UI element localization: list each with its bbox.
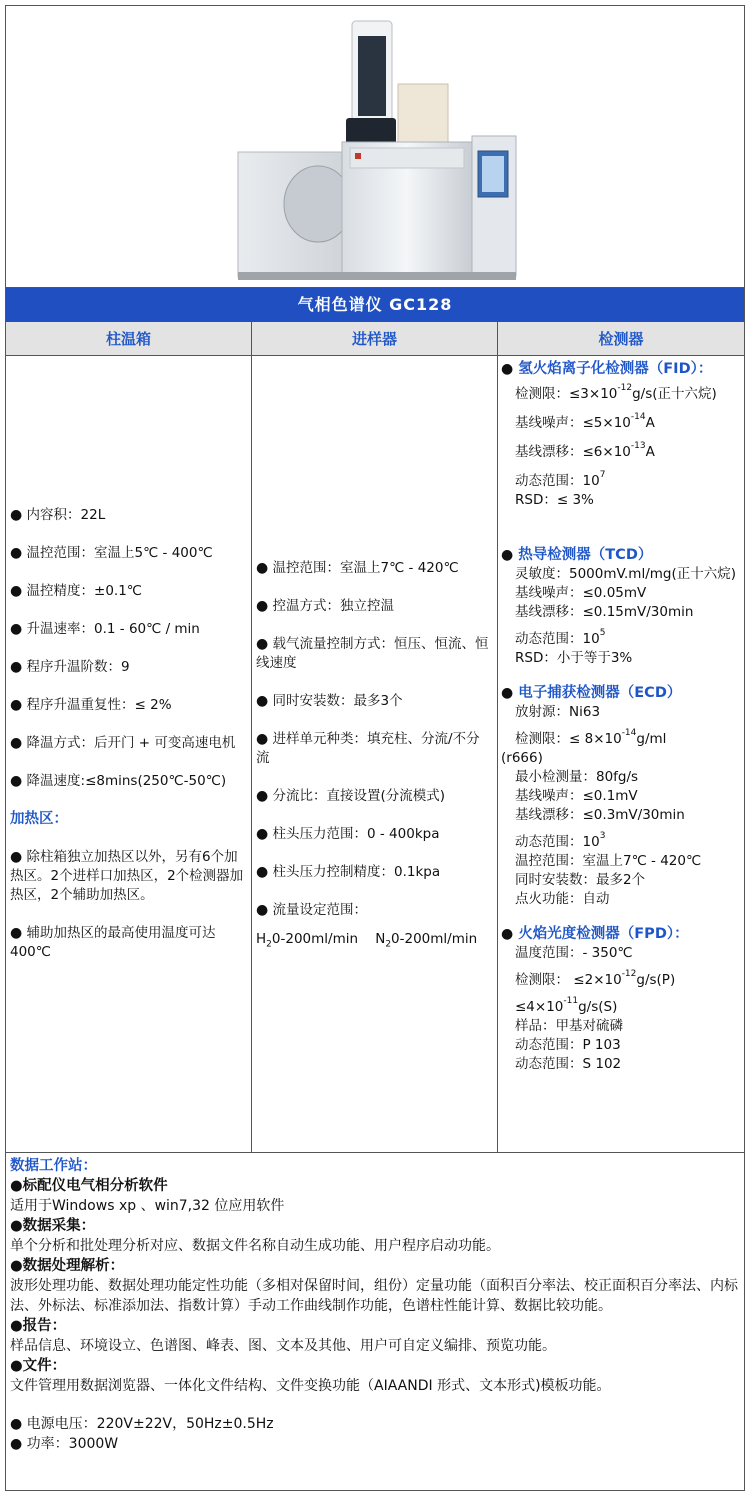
- ecd-lod: 检测限：≤ $8\times 10^{-14}g/ml$: [515, 728, 667, 747]
- tcd-sensitivity: 灵敏度：5000mV.ml/mg(正十六烷): [515, 566, 736, 582]
- injector-spec: 控温方式：独立控温: [272, 598, 395, 614]
- fpd-range-s: 动态范围：S 102: [515, 1056, 622, 1072]
- watt-spec: 功率：3000W: [26, 1436, 119, 1452]
- fid-title: 氢火焰离子化检测器（FID）：: [518, 361, 713, 377]
- fpd-range-p: 动态范围：P 103: [515, 1037, 621, 1053]
- injector-spec: 流量设定范围：: [272, 902, 368, 918]
- fpd-sample: 样品：甲基对硫磷: [515, 1018, 623, 1034]
- injector-spec: 分流比：直接设置(分流模式): [272, 788, 446, 804]
- column-header-injector: 进样器: [252, 322, 497, 356]
- collect-heading: ●数据采集：: [10, 1218, 96, 1234]
- ecd-temp: 温控范围：室温上7℃ - 420℃: [515, 853, 702, 869]
- file-heading: ●文件：: [10, 1358, 67, 1374]
- tcd-title: 热导检测器（TCD）: [518, 547, 653, 563]
- row-divider: [6, 1152, 744, 1153]
- workstation-title: 数据工作站：: [10, 1158, 97, 1174]
- injector-spec: 同时安装数：最多3个: [272, 693, 403, 709]
- fpd-lod-s: $\le 4\times 10^{-11}g/s(S)$: [515, 996, 618, 1015]
- ecd-noise: 基线噪声：≤0.1mV: [515, 788, 638, 804]
- fpd-temp: 温度范围：- 350℃: [515, 945, 633, 961]
- injector-spec: 进样单元种类：填充柱、分流/不分流: [256, 731, 480, 766]
- software-text: 适用于Windows xp 、win7,32 位应用软件: [10, 1198, 285, 1214]
- injector-spec: 载气流量控制方式：恒压、恒流、恒线速度: [256, 636, 489, 671]
- oven-spec: 降温方式：后开门 + 可变高速电机: [26, 735, 236, 751]
- spec-sheet: [5, 5, 745, 1491]
- oven-spec: 程序升温阶数：9: [26, 659, 130, 675]
- oven-spec: 程序升温重复性：≤ 2%: [26, 697, 172, 713]
- heating-zone-title: 加热区：: [10, 811, 68, 827]
- workstation-section: 数据工作站： ●标配仪电气相分析软件 适用于Windows xp 、win7,32 位应用软件 ●数据采集： 单个分析和批处理分析对应、数据文件名称自动生成功能、用户程序启动功能。 ●数据处理解析： 波形处理功能、数据处理功能定性功能（多相对保留时间，组份）定量功能（面积百分率法、校正面积百分率法、内标法、外标法、标准添加法、指数计算）手动工作曲线制作功能，色谱柱性能计算、数据比较功能。 ●报告： 样品信息、环境设立、色谱图、峰表、图、文本及其他、用户可自定义编排、预览功能。 ●文件： 文件管理用数据浏览器、一体化文件结构、文件变换功能（AIAANDI 形式、文本形式)模板功能。 ● 电源电压：220V±22V，50Hz±0.5Hz ● 功率：3000W: [10, 1158, 738, 1452]
- gc-instrument-image: [6, 6, 744, 288]
- heating-spec: 辅助加热区的最高使用温度可达400℃: [10, 925, 216, 960]
- ecd-title: 电子捕获检测器（ECD）: [518, 685, 682, 701]
- ecd-count: 同时安装数：最多2个: [515, 872, 646, 888]
- fid-lod: 检测限：$\le 3\times 10^{-12}g/s$(正十六烷): [515, 383, 717, 402]
- column-header-detector: 检测器: [498, 322, 744, 356]
- process-text: 波形处理功能、数据处理功能定性功能（多相对保留时间，组份）定量功能（面积百分率法、校正面积百分率法、内标法、外标法、标准添加法、指数计算）手动工作曲线制作功能，色谱柱性能计算、数据比较功能。: [10, 1278, 738, 1314]
- column-divider: [497, 322, 498, 1152]
- report-heading: ●报告：: [10, 1318, 67, 1334]
- column-header-oven: 柱温箱: [6, 322, 251, 356]
- fid-noise: 基线噪声：$\le 5\times 10^{-14}A$: [515, 412, 655, 431]
- oven-spec: 温控范围：室温上5℃ - 400℃: [26, 545, 213, 561]
- software-heading: ●标配仪电气相分析软件: [10, 1178, 168, 1194]
- process-heading: ●数据处理解析：: [10, 1258, 125, 1274]
- report-text: 样品信息、环境设立、色谱图、峰表、图、文本及其他、用户可自定义编排、预览功能。: [10, 1338, 556, 1354]
- fid-range: 动态范围：$10^7$: [515, 470, 606, 489]
- fid-rsd: RSD：≤ 3%: [515, 492, 594, 508]
- injector-spec: 柱头压力范围：0 - 400kpa: [272, 826, 440, 842]
- ecd-min: 最小检测量：80fg/s: [515, 769, 639, 785]
- tcd-rsd: RSD：小于等于3%: [515, 650, 633, 666]
- ecd-lod-sample: (r666): [501, 750, 543, 766]
- detector-specs: ● 氢火焰离子化检测器（FID）： 检测限：$\le 3\times 10^{-12}g/s$(正十六烷) 基线噪声：$\le 5\times 10^{-14}A$ 基线漂移：$\le 6\times 10^{-13}A$ 动态范围：$10^7$ RSD：≤ 3% ● 热导检测器（TCD） 灵敏度：5000mV.ml/mg(正十六烷) 基线噪声：≤0.05mV 基线漂移：≤0.15mV/30min 动态范围：$10^5$ RSD：小于等于3% ● 电子捕获检测器（ECD） 放射源：Ni63 检测限：≤ $8\times 10^{-14}g/ml$ (r666) 最小检测量：80fg/s 基线噪声：≤0.1mV 基线漂移：≤0.3mV/30min 动态范围：$10^3$ 温控范围：室温上7℃ - 420℃ 同时安装数：最多2个 点火功能：自动 ● 火焰光度检测器（FPD）： 温度范围：- 350℃ 检测限： $\le 2\times 10^{-12}g/s(P)$ $\le 4\times 10^{-11}g/s(S)$ 样品：甲基对硫磷 动态范围：P 103 动态范围：S 102: [501, 360, 741, 1074]
- tcd-noise: 基线噪声：≤0.05mV: [515, 585, 647, 601]
- oven-spec: 内容积：22L: [26, 507, 106, 523]
- tcd-drift: 基线漂移：≤0.15mV/30min: [515, 604, 694, 620]
- flow-range-values: $H_20-200ml/\min$ $N_20-200ml/\min$: [256, 931, 478, 950]
- ecd-source: 放射源：Ni63: [515, 704, 601, 720]
- fpd-title: 火焰光度检测器（FPD）：: [518, 926, 689, 942]
- oven-spec: 降温速度:≤8mins(250℃-50℃): [26, 773, 227, 789]
- product-photo: [6, 6, 744, 288]
- ecd-drift: 基线漂移：≤0.3mV/30min: [515, 807, 685, 823]
- file-text: 文件管理用数据浏览器、一体化文件结构、文件变换功能（AIAANDI 形式、文本形式)模板功能。: [10, 1378, 611, 1394]
- injector-spec: 温控范围：室温上7℃ - 420℃: [272, 560, 459, 576]
- injector-spec: 柱头压力控制精度：0.1kpa: [272, 864, 441, 880]
- oven-spec: 温控精度：±0.1℃: [26, 583, 142, 599]
- power-spec: 电源电压：220V±22V，50Hz±0.5Hz: [26, 1416, 274, 1432]
- heating-spec: 除柱箱独立加热区以外，另有6个加热区。2个进样口加热区，2个检测器加热区，2个辅助加热区。: [10, 849, 244, 903]
- oven-specs: ● 内容积：22L ● 温控范围：室温上5℃ - 400℃ ● 温控精度：±0.1℃ ● 升温速率：0.1 - 60℃ / min ● 程序升温阶数：9 ● 程序升温重复性：≤ 2% ● 降温方式：后开门 + 可变高速电机 ● 降温速度:≤8mins(250℃-50℃) 加热区： ● 除柱箱独立加热区以外，另有6个加热区。2个进样口加热区，2个检测器加热区，2个辅助加热区。 ● 辅助加热区的最高使用温度可达400℃: [10, 506, 246, 962]
- product-title: 气相色谱仪 GC128: [6, 288, 744, 322]
- ecd-range: 动态范围：$10^3$: [515, 831, 606, 850]
- fpd-lod: 检测限： $\le 2\times 10^{-12}g/s(P)$: [515, 969, 676, 988]
- ecd-ignite: 点火功能：自动: [515, 891, 610, 907]
- injector-specs: ● 温控范围：室温上7℃ - 420℃ ● 控温方式：独立控温 ● 载气流量控制方式：恒压、恒流、恒线速度 ● 同时安装数：最多3个 ● 进样单元种类：填充柱、分流/不分流 ● 分流比：直接设置(分流模式) ● 柱头压力范围：0 - 400kpa ● 柱头压力控制精度：0.1kpa ● 流量设定范围： $H_20-200ml/\min$ $N_20-200ml/\min$: [256, 559, 492, 949]
- oven-spec: 升温速率：0.1 - 60℃ / min: [26, 621, 200, 637]
- tcd-range: 动态范围：$10^5$: [515, 628, 606, 647]
- fid-drift: 基线漂移：$\le 6\times 10^{-13}A$: [515, 441, 655, 460]
- collect-text: 单个分析和批处理分析对应、数据文件名称自动生成功能、用户程序启动功能。: [10, 1238, 500, 1254]
- column-divider: [251, 322, 252, 1152]
